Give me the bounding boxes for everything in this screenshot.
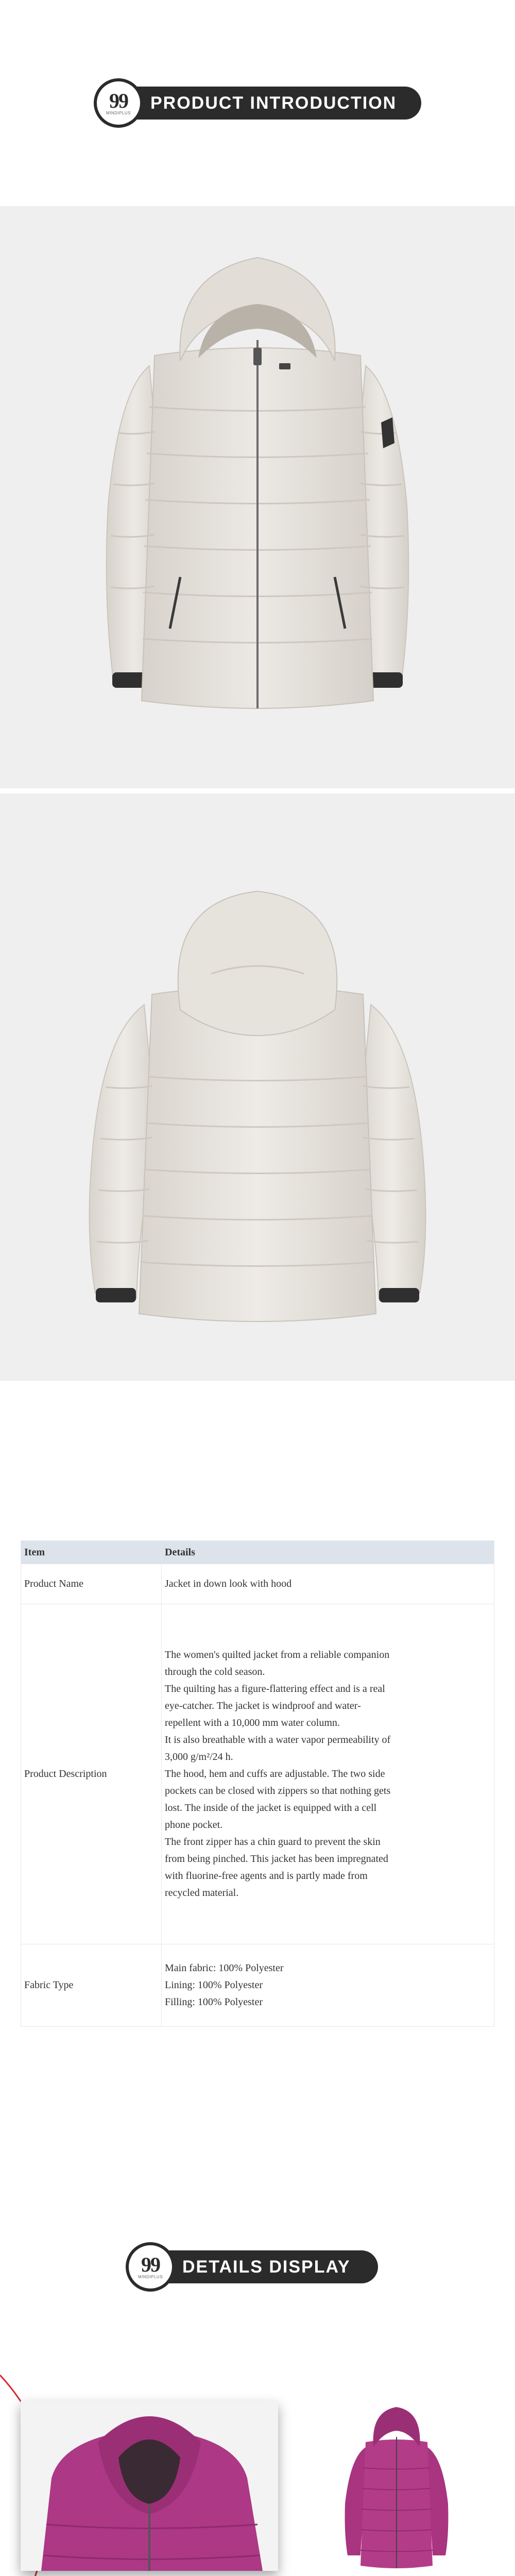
intro-header-title: PRODUCT INTRODUCTION bbox=[150, 93, 397, 113]
description-line: The women's quilted jacket from a reliable companion bbox=[165, 1649, 390, 1660]
description-line: 3,000 g/m²/24 h. bbox=[165, 1751, 233, 1762]
product-photo-front bbox=[0, 206, 515, 788]
fabric-line: Main fabric: 100% Polyester bbox=[165, 1962, 284, 1974]
table-header-item: Item bbox=[21, 1541, 162, 1564]
description-line: The hood, hem and cuffs are adjustable. The two side bbox=[165, 1768, 385, 1780]
brand-logo-tagline: MINDIPLUS bbox=[106, 110, 131, 115]
table-row bbox=[21, 1604, 494, 1944]
brand-logo-number: 99 bbox=[141, 2252, 160, 2276]
description-line: pockets can be closed with zippers so that nothing gets bbox=[165, 1785, 391, 1797]
magenta-jacket-closeup-image bbox=[21, 2401, 278, 2571]
row-value-product-name: Jacket in down look with hood bbox=[162, 1564, 494, 1604]
table-header-details: Details bbox=[162, 1541, 494, 1564]
description-line: recycled material. bbox=[165, 1887, 239, 1899]
brand-logo-badge bbox=[94, 78, 143, 128]
description-line: The front zipper has a chin guard to prevent the skin bbox=[165, 1836, 381, 1848]
brand-logo-badge bbox=[126, 2242, 175, 2292]
description-line: eye-catcher. The jacket is windproof and water- bbox=[165, 1700, 361, 1711]
detail-card-magenta-full bbox=[330, 2401, 464, 2571]
description-line: through the cold season. bbox=[165, 1666, 265, 1677]
description-line: with fluorine-free agents and is partly made from bbox=[165, 1870, 368, 1882]
row-key-product-name: Product Name bbox=[21, 1564, 162, 1604]
details-header-pill bbox=[138, 2250, 378, 2283]
jacket-back-image bbox=[57, 881, 458, 1329]
row-value-fabric-type bbox=[162, 1944, 494, 2027]
table-header-row bbox=[21, 1541, 494, 1564]
product-photo-back bbox=[0, 793, 515, 1381]
table-row bbox=[21, 1944, 494, 2027]
brand-logo-tagline: MINDIPLUS bbox=[138, 2274, 163, 2279]
intro-header-pill bbox=[106, 87, 421, 120]
row-value-product-description bbox=[162, 1604, 494, 1944]
magenta-jacket-full-image bbox=[330, 2401, 464, 2571]
description-line: phone pocket. bbox=[165, 1819, 223, 1831]
details-header-title: DETAILS DISPLAY bbox=[182, 2257, 351, 2277]
table-row bbox=[21, 1564, 494, 1604]
description-line: It is also breathable with a water vapor permeability of bbox=[165, 1734, 391, 1745]
row-key-product-description: Product Description bbox=[21, 1604, 162, 1944]
product-spec-table bbox=[21, 1540, 494, 2027]
detail-card-magenta-closeup bbox=[21, 2401, 278, 2571]
description-line: lost. The inside of the jacket is equipped with a cell bbox=[165, 1802, 377, 1814]
fabric-line: Filling: 100% Polyester bbox=[165, 1996, 263, 2008]
description-line: The quilting has a figure-flattering effect and is a real bbox=[165, 1683, 385, 1694]
description-line: from being pinched. This jacket has been impregnated bbox=[165, 1853, 388, 1865]
brand-logo-number: 99 bbox=[109, 89, 128, 112]
description-line: repellent with a 10,000 mm water column. bbox=[165, 1717, 340, 1728]
fabric-line: Lining: 100% Polyester bbox=[165, 1979, 263, 1991]
jacket-front-image bbox=[72, 237, 443, 757]
row-key-fabric-type: Fabric Type bbox=[21, 1944, 162, 2027]
